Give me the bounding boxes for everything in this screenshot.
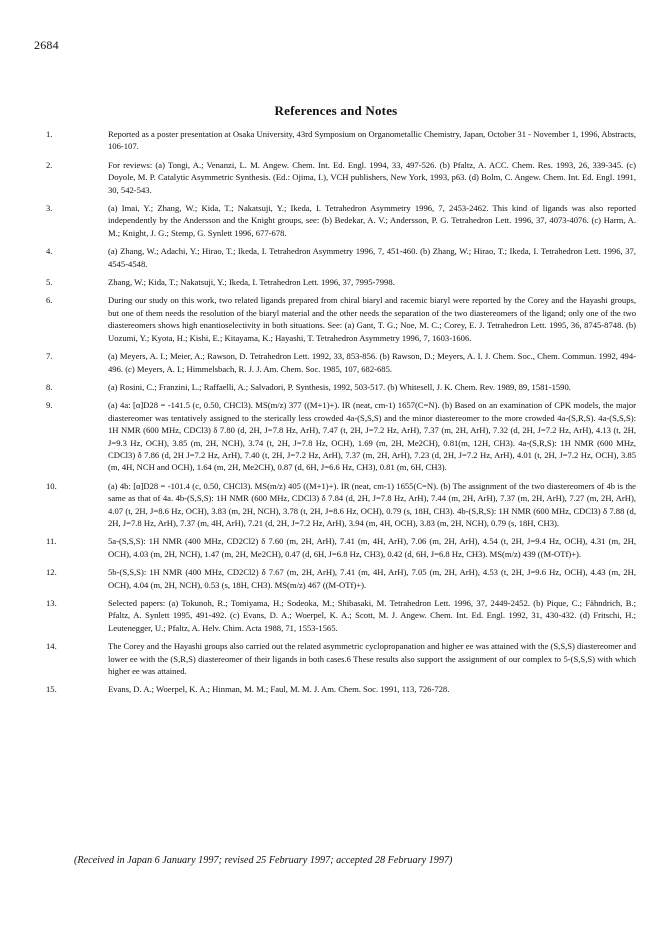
reference-text: 5a-(S,S,S): 1H NMR (400 MHz, CD2Cl2) δ 7.60 (m, 2H, ArH), 7.41 (m, 4H, ArH), 7.06 (m, 2H, ArH), 4.54 (t, 2H, J=9.4 Hz, OCH), 4.31 (m, 2H, OCH), 4.03 (m, 2H, NCH), 1.47 (m, 2H, Me2CH), 0.47 (d, 6H, J=6.8 Hz, CH3), 0.42 (d, 6H, J=6.8 Hz, CH3). MS(m/z) 439 ((M-OTf)+). bbox=[108, 536, 636, 559]
reference-number: 8. bbox=[46, 381, 53, 392]
reference-item bbox=[46, 597, 636, 634]
received-dates: (Received in Japan 6 January 1997; revised 25 February 1997; accepted 28 February 1997) bbox=[74, 855, 453, 866]
reference-number: 14. bbox=[46, 641, 57, 652]
reference-text: 5b-(S,S,S): 1H NMR (400 MHz, CD2Cl2) δ 7.67 (m, 2H, ArH), 7.41 (m, 4H, ArH), 7.05 (m, 2H, ArH), 4.53 (t, 2H, J=9.6 Hz, OCH), 4.43 (m, 2H, OCH), 4.04 (m, 2H, NCH), 0.53 (s, 18H, CH3). MS(m/z) 467 ((M-OTf)+). bbox=[108, 567, 636, 590]
reference-item bbox=[46, 683, 636, 695]
reference-text: Reported as a poster presentation at Osaka University, 43rd Symposium on Organometallic Chemistry, Japan, October 31 - November 1, 1996, Abstracts, 106-107. bbox=[108, 129, 636, 152]
reference-text: (a) Imai, Y.; Zhang, W.; Kida, T.; Nakatsuji, Y.; Ikeda, I. Tetrahedron Asymmetry 1996, 7, 2453-2462. This kind of ligands was also reported independently by the Andersson and the Knight groups, see: (b) Bedekar, A. V.; Andersson, P. G. Tetrahedron Lett. 1996, 37, 4073-4076. (c) Harm, A. M.; Knight, J. G.; Stemp, G. Synlett 1996, 677-678. bbox=[108, 203, 636, 238]
reference-number: 7. bbox=[46, 351, 53, 362]
reference-text: For reviews: (a) Tongi, A.; Venanzi, L. M. Angew. Chem. Int. Ed. Engl. 1994, 33, 497-526. (b) Pfaltz, A. ACC. Chem. Res. 1993, 26, 339-345. (c) Doyole, M. P. Catalytic Asymmetric Synthesis. (Ed.: Ojima, I.), VCH publishers, New York, 1993, p63. (d) Bolm, C. Angew. Chem. Int. Ed. Engl. 1991, 30, 542-543. bbox=[108, 159, 636, 195]
reference-item bbox=[46, 350, 636, 375]
reference-number: 5. bbox=[46, 277, 53, 288]
reference-item bbox=[46, 245, 636, 270]
reference-number: 13. bbox=[46, 598, 57, 608]
reference-text: Zhang, W.; Kida, T.; Nakatsuji, Y.; Ikeda, I. Tetrahedron Lett. 1996, 37, 7995-7998. bbox=[108, 277, 395, 288]
reference-item bbox=[46, 294, 636, 344]
reference-item bbox=[46, 535, 636, 560]
reference-item bbox=[46, 381, 636, 393]
reference-item bbox=[46, 480, 636, 530]
reference-item bbox=[46, 202, 636, 239]
reference-number: 2. bbox=[46, 159, 53, 170]
reference-text: Evans, D. A.; Woerpel, K. A.; Hinman, M. M.; Faul, M. M. J. Am. Chem. Soc. 1991, 113, 726-728. bbox=[108, 684, 450, 695]
reference-number: 12. bbox=[46, 567, 57, 578]
reference-item bbox=[46, 276, 636, 288]
reference-item bbox=[46, 128, 636, 153]
reference-number: 10. bbox=[46, 480, 57, 491]
reference-number: 15. bbox=[46, 684, 57, 695]
reference-number: 3. bbox=[46, 203, 53, 214]
reference-number: 11. bbox=[46, 536, 57, 547]
reference-text: Selected papers: (a) Tokunoh, R.; Tomiyama, H.; Sodeoka, M.; Shibasaki, M. Tetrahedron Lett. 1996, 37, 2449-2452. (b) Pique, C.; Fähndrich, B.; Pfaltz, A. Synlett 1995, 491-492. (c) Evans, D. A.; Woerpel, K. A.; Scott, M. J. Angew. Chem. Int. Ed. Engl. 1992, 31, 430-432. (d) Fritschi, H.; Leutenegger, U.; Pfaltz, A. Helv. Chim. Acta 1988, 71, 1553-1565. bbox=[108, 598, 636, 633]
reference-item bbox=[46, 399, 636, 473]
reference-text: During our study on this work, two related ligands prepared from chiral biaryl and racemic biaryl were reported by the Corey and the Hayashi groups, but one of them needs the resolution of the biaryl material and the other needs the separation of the two diastereomers of the ligand; only one of the two diastereomers shows high enantioselectivity in both situations. See: (a) Gant, T. G.; Noe, M. C.; Corey, E. J. Tetrahedron Lett. 1995, 36, 8745-8748. (b) Uozumi, Y.; Kyota, H.; Kishi, E.; Kitayama, K.; Hayashi, T. Tetrahedron Asymmetry 1996, 7, 1603-1606. bbox=[108, 295, 636, 343]
section-heading: References and Notes bbox=[274, 103, 398, 118]
reference-text: (a) 4b: [α]D28 = -101.4 (c, 0.50, CHCl3). MS(m/z) 405 ((M+1)+). IR (neat, cm-1) 1655(C=N). (b) The assignment of the two diastereomers of 4b is the same as that of 4a. 4b-(S,S,S): 1H NMR (600 MHz, CDCl3) δ 7.84 (d, 2H, J=7.8 Hz, ArH), 7.44 (m, 2H, ArH), 7.37 (m, 2H, ArH), 7.27 (m, 2H, ArH), 4.07 (t, 2H, J=8.6 Hz, OCH), 3.83 (m, 2H, NCH), 3.78 (t, 2H, J=8.6 Hz, OCH), 0.79 (s, 18H, CH3). 4b-(S,R,S): 1H NMR (600 MHz, CDCl3) δ 7.88 (d, 2H, J=7.8 Hz, ArH), 7.37 (m, 4H, ArH), 7.21 (d, 2H, J=7.2 Hz, ArH), 3.94 (m, 4H, OCH), 3.83 (m, 2H, NCH), 0.79 (s, 18H, CH3). bbox=[108, 480, 636, 528]
reference-number: 9. bbox=[46, 400, 53, 411]
reference-number: 4. bbox=[46, 246, 53, 257]
reference-number: 1. bbox=[46, 129, 53, 139]
reference-text: (a) 4a: [α]D28 = -141.5 (c, 0.50, CHCl3). MS(m/z) 377 ((M+1)+). IR (neat, cm-1) 1657(C=N). (b) Based on an examination of CPK models, the major diastereomer was tentatively assigned to the sterically less crowded 4a-(S,S,S) and the minor diastereomer to the more crowded 4a-(S,R,S). 4a-(S,S,S): 1H NMR (600 MHz, CDCl3) δ 7.80 (d, 2H, J=7.8 Hz, ArH), 7.47 (t, 2H, J=7.2 Hz, ArH), 7.37 (m, 2H, ArH), 7.32 (d, 2H, J=7.2 Hz, ArH), 4.13 (t, 2H, J=9.3 Hz, OCH), 3.85 (m, 2H, NCH), 3.74 (t, 2H, J=7.8 Hz, OCH), 1.69 (m, 2H, Me2CH), 0.81(m, 12H, CH3). 4a-(S,R,S): 1H NMR (600 MHz, CDCl3) δ 7.86 (d, 2H J=7.2 Hz, ArH), 7.40 (t, 2H, J=7.2 Hz, ArH), 7.37 (m, 2H, ArH), 7.23 (d, 2H, J=7.2 Hz, ArH), 4.01 (t, 2H, J=7.2 Hz, OCH), 3.85 (m, 4H, NCH and OCH), 1.64 (m, 2H, Me2CH), 0.87 (d, 6H, J=6.6 Hz, CH3), 0.81 (m, 6H, CH3). bbox=[108, 400, 636, 473]
reference-number: 6. bbox=[46, 295, 53, 306]
reference-text: (a) Zhang, W.; Adachi, Y.; Hirao, T.; Ikeda, I. Tetrahedron Asymmetry 1996, 7, 451-460. (b) Zhang, W.; Hirao, T.; Ikeda, I. Tetrahedron Lett. 1996, 37, 4545-4548. bbox=[108, 246, 636, 269]
page-number: 2684 bbox=[34, 38, 59, 52]
reference-text: The Corey and the Hayashi groups also carried out the related asymmetric cyclopropanation and higher ee was attained with the (S,S,S) diastereomer and lower ee with the (S,R,S) diastereomer of their ligands in both cases.6 These results also support the assignment of our complex to 5-(S,S,S) with which higher ee was attained. bbox=[108, 641, 636, 677]
reference-list bbox=[46, 128, 636, 702]
reference-item bbox=[46, 566, 636, 591]
reference-text: (a) Rosini, C.; Franzini, L.; Raffaelli, A.; Salvadori, P. Synthesis, 1992, 503-517. (b) Whitesell, J. K. Chem. Rev. 1989, 89, 1581-1590. bbox=[108, 381, 571, 392]
reference-text: (a) Meyers, A. I.; Meier, A.; Rawson, D. Tetrahedron Lett. 1992, 33, 853-856. (b) Rawson, D.; Meyers, A. I. J. Chem. Soc., Chem. Commun. 1992, 494-496. (c) Meyers, A. I.; Himmelsbach, R. J. J. Am. Chem. Soc. 1985, 107, 682-685. bbox=[108, 351, 636, 374]
reference-item bbox=[46, 159, 636, 196]
reference-item bbox=[46, 640, 636, 677]
